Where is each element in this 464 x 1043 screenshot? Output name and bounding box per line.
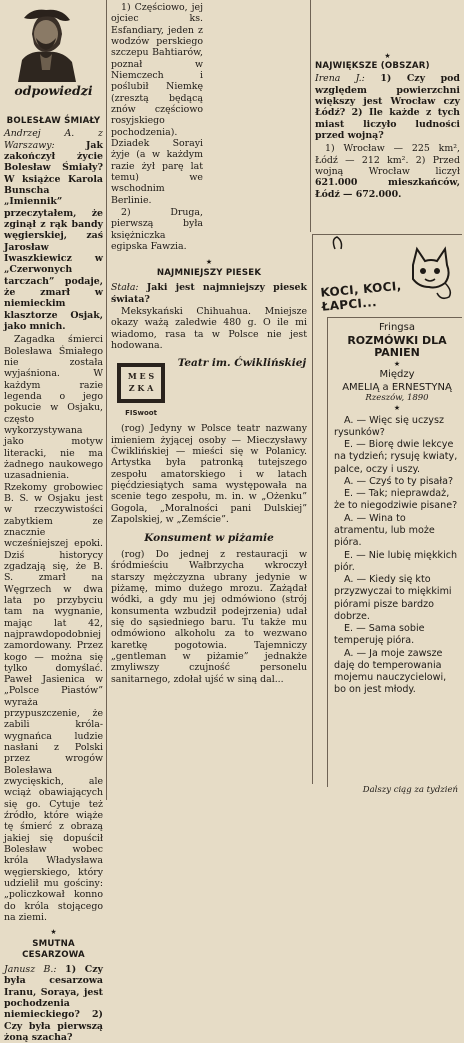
dialogue-line: E. — Nie lubię miękkich piór. (334, 549, 458, 573)
question-cesarzowa: Janusz B.: 1) Czy była cesarzowa Iranu, Soraya, jest pochodzenia niemieckiego? 2) Czy była pierwszą żoną szacha? (4, 964, 103, 1043)
cat-caption: KOCI, KOCI, ŁAPCI... (319, 278, 402, 315)
answer-boleslaw: Zagadka śmierci Bolesława Śmiałego nie została wyjaśniona. W każdym razie legenda o jego pokucie w Osjaku, często wykorzystywana jako motyw literacki, nie ma żadnego naukowego uzasadnienia. Rzekomy grobowiec B. S. w Osjaku jest w rzeczywistości zabytkiem ze znacznie wcześniejszej epoki. Dziś historycy zgadzają się, że B. S. zmarł na Węgrzech w dwa lata po przybyciu tam na wygnanie, mając lat 42, najprawdopodobniej zamordowany. Przez kogo — można się tylko domyślać. Paweł Jasienica w „Polsce Piastów” wyraża przypuszczenie, że zabili króla-wygnańca ludzie nasłani z Polski przez wrogów Bolesława zwycięskich, ale wciąż obawiających się go. Cytuje też źródło, które wiąże tę śmierć z obrazą jakiej się dopuścił Bolesław wobec króla Władysława węgierskiego, który udzielił mu gościny: „policzkował konno do króla stojącego na ziemi. (4, 334, 103, 924)
teatr-title: Teatr im. Ćwiklińskiej (177, 357, 307, 370)
portrait-image (10, 4, 82, 82)
rozmowki-author: Fringsa (379, 322, 415, 333)
teatr-column: ★ NAJMNIEJSZY PIESEK Stała: Jaki jest najmniejszy piesek świata? Meksykański Chihuahua. Mniejsze okazy ważą zaledwie 480 g. O ile mi wiadomo, rasa ta w Polsce nie jest hodowana. M E S Z K A FISwoot Teatr im. Ćwiklińskiej (rog) Jedyny w Polsce teatr nazwany imieniem żyjącej osoby — Mieczysławy Ćwiklińskiej — mieści się w Polanicy. Artystka była patronką tutejszego zespołu amatorskiego i w latach pięćdziesiątych sama występowała na scenie tego zespołu, m. in. w „Ożenku” Gogola, „Moralności pani Dulskiej” Zapolskiej, w „Zemście”. Konsument w piżamie (rog) Do jednej z restauracji w śródmieściu Wałbrzycha wkroczył starszy mężczyzna ubrany jedynie w piżamę, mimo dużego mrozu. Zażądał wódki, a gdy mu jej odmówiono (strój konsumenta wzbudził podejrzenia) udał się do sąsiedniego baru. Tu także mu odmówiono alkoholu za to wezwano karetkę pogotowia. Tajemniczy „gentleman w piżamie” jednakże zmyliwszy czujność personelu sanitarnego, zdołał ujść w siną dal... (111, 258, 308, 685)
konsument-text: (rog) Do jednej z restauracji w śródmieściu Wałbrzycha wkroczył starszy mężczyzna ubrany jedynie w piżamę, mimo dużego mrozu. Zażądał wódki, a gdy mu jej odmówiono (strój konsumenta wzbudził podejrzenia) udał się do sąsiedniego baru. Tu także mu odmówiono alkoholu za to wezwano karetkę pogotowia. Tajemniczy „gentleman w piżamie” jednakże zmyliwszy czujność personelu sanitarnego, zdołał ujść w siną dal... (111, 548, 307, 685)
dialogue-line: E. — Biorę dwie lekcye na tydzień; rysuję kwiaty, palce, oczy i uszy. (334, 439, 458, 475)
heading-piesek: NAJMNIEJSZY PIESEK (156, 268, 262, 278)
svg-text:Z K A: Z K A (128, 383, 154, 394)
rozmowki-names: AMELIĄ a ERNESTYNĄ (342, 381, 452, 393)
teatr-text: (rog) Jedyny w Polsce teatr nazwany imieniem żyjącej osoby — Mieczysławy Ćwiklińskiej — mieści się w Polanicy. Artystka była patronką tutejszego zespołu amatorskiego i w latach pięćdziesiątych sama występowała na scenie tego zespołu, m. in. w „Ożenku” Gogola, „Moralności pani Dulskiej” Zapolskiej, w „Zemście”. (111, 423, 307, 525)
teatr-block (111, 357, 307, 421)
question-najwieksze: Irena J.: 1) Czy pod względem powierzchni większy jest Wrocław czy Łódź? 2) Ile każde z tych miast liczyło ludności przed wojną? (315, 73, 460, 141)
svg-text:FISwoot: FISwoot (125, 409, 157, 418)
mieszkania-logo (111, 357, 171, 421)
portrait-drawing (10, 4, 82, 82)
rozmowki-place: Rzeszów, 1890 (365, 393, 429, 404)
answer-cesarzowa-1: 1) Częściowo, jej ojciec ks. Esfandiary, jeden z wodzów perskiego szczepu Bahtiarów, poznał w Niemczech i poślubił Niemkę (zresztą będącą znów częściowo rosyjskiego pochodzenia). Dziadek Sorayi żyje (a w każdym razie żył parę lat temu) we wschodnim Berlinie. (111, 2, 203, 206)
column-3-top: ★ NAJWIĘKSZE (OBSZAR) Irena J.: 1) Czy pod względem powierzchni większy jest Wrocław czy Łódź? 2) Ile każde z tych miast liczyło ludności przed wojną? 1) Wrocław — 225 km², Łódź — 212 km². 2) Przed wojną Wrocław liczył 621.000 mieszkańców, Łódź — 672.000. (315, 52, 460, 200)
konsument-title: Konsument w piżamie (144, 532, 274, 545)
dialogue-line: A. — Ja mojе zawsze daję do temperowania mojemu nauczycielowi, bo on jest młody. (334, 647, 447, 696)
dialogue-line: A. — Kiedy się kto przyzwyczai to miękkimi piórami pisze bardzo dobrze. (334, 574, 452, 622)
svg-text:M E S: M E S (127, 371, 155, 382)
answer-piesek: Meksykański Chihuahua. Mniejsze okazy ważą zaledwie 480 g. O ile mi wiadomo, rasa ta w Polsce nie jest hodowana. (111, 306, 307, 351)
heading-najwieksze: NAJWIĘKSZE (OBSZAR) (315, 61, 430, 71)
rozmowki-between: Między (379, 369, 415, 381)
heading-cesarzowa: SMUTNA CESARZOWA (22, 939, 85, 960)
column-1: odpowiedzi BOLESŁAW ŚMIAŁY Andrzej A. z Warszawy: Jak zakończył życie Bolesław Śmiały? W książce Karola Bunscha „Imiennik” przeczytałem, że zginął z rąk bandy węgierskiej, zaś Jarosław Iwaszkiewicz w „Czerwonych tarczach” podaje, że zmarł w niemieckim klasztorze Osjak, jako mnich. Zagadka śmierci Bolesława Śmiałego nie została wyjaśniona. W każdym razie legenda o jego pokucie w Osjaku, często wykorzystywana jako motyw literacki, nie ma żadnego naukowego uzasadnienia. Rzekomy grobowiec B. S. w Osjaku jest w rzeczywistości zabytkiem ze znacznie wcześniejszej epoki. Dziś historycy zgadzają się, że B. S. zmarł na Węgrzech w dwa lata po przybyciu tam na wygnanie, mając lat 42, najprawdopodobniej zamordowany. Przez kogo — można się tylko domyślać. Paweł Jasienica w „Polsce Piastów” wyraża przypuszczenie, że zabili króla-wygnańca ludzie nasłani z Polski przez wrogów Bolesława zwycięskich, ale wciąż obawiających się go. Cytuje też źródło, które wiąże tę śmierć z obrazą jakiej się dopuścił Bolesław wobec króla Władysława węgierskiego, który udzielił mu gościny: „policzkował konno do króla stojącego na ziemi. ★ SMUTNA CESARZOWA Janusz B.: 1) Czy była cesarzowa Iranu, Soraya, jest pochodzenia niemieckiego? 2) Czy była pierwszą żoną szacha? (4, 2, 103, 798)
answer-najwieksze: 1) Wrocław — 225 km², Łódź — 212 km². 2) Przed wojną Wrocław liczył 621.000 mieszkańców, Łódź — 672.000. (315, 143, 460, 200)
column-divider-2 (310, 0, 311, 232)
dialogue-line: E. — Sama sobie temperuję pióra. (334, 623, 425, 647)
continued-note: Dalszy ciąg za tydzień (362, 785, 458, 795)
heading-boleslaw: BOLESŁAW ŚMIAŁY (6, 116, 101, 127)
answer-cesarzowa-2: 2) Druga, pierwszą była księżniczka egipska Fawzia. (111, 206, 203, 252)
section-title: odpowiedzi (14, 83, 93, 98)
rozmowki-box (312, 234, 462, 784)
question-piesek: Stała: Jaki jest najmniejszy piesek świata? (111, 282, 308, 305)
rozmowki-frame: Fringsa ROZMÓWKI DLA PANIEN ★ Między AMELIĄ a ERNESTYNĄ Rzeszów, 1890 ★ A. — Więc się uczysz rysunków? E. — Biorę dwie lekcye na tydzień; rysuję kwiaty, palce, oczy i uszy. A. — Czyś to ty pisała? E. — Tak; nieprawdaż, że to niegodziwie pisane? A. — Wina to atramentu, lub może pióra. E. — Nie lubię miękkich piór. A. — Kiedy się kto przyzwyczai to miękkimi piórami pisze bardzo dobrze. E. — Sama sobie temperuję pióra. A. — Ja mojе zawsze daję do temperowania mojemu nauczycielowi, bo on jest młody. (327, 317, 462, 787)
question-boleslaw: Andrzej A. z Warszawy: Jak zakończył życie Bolesław Śmiały? W książce Karola Bunscha „Imiennik” przeczytałem, że zginął z rąk bandy węgierskiej, zaś Jarosław Iwaszkiewicz w „Czerwonych tarczach” podaje, że zmarł w niemieckim klasztorze Osjak, jako mnich. (4, 128, 103, 332)
cat-illustration (313, 235, 462, 317)
dialogue-line: A. — Czyś to ty pisała? (344, 475, 454, 487)
column-divider (106, 0, 107, 800)
dialogue-line: A. — Więc się uczysz rysunków? (334, 414, 445, 438)
soraya-continuation (111, 2, 203, 252)
dialogue-line: E. — Tak; nieprawdaż, że to niegodziwie pisane? (334, 488, 458, 512)
dialogue-line: A. — Wina to atramentu, lub może pióra. (334, 512, 435, 549)
rozmowki-dialogue (334, 415, 460, 697)
logo-drawing (111, 357, 171, 421)
rozmowki-title: ROZMÓWKI DLA PANIEN (347, 333, 447, 360)
